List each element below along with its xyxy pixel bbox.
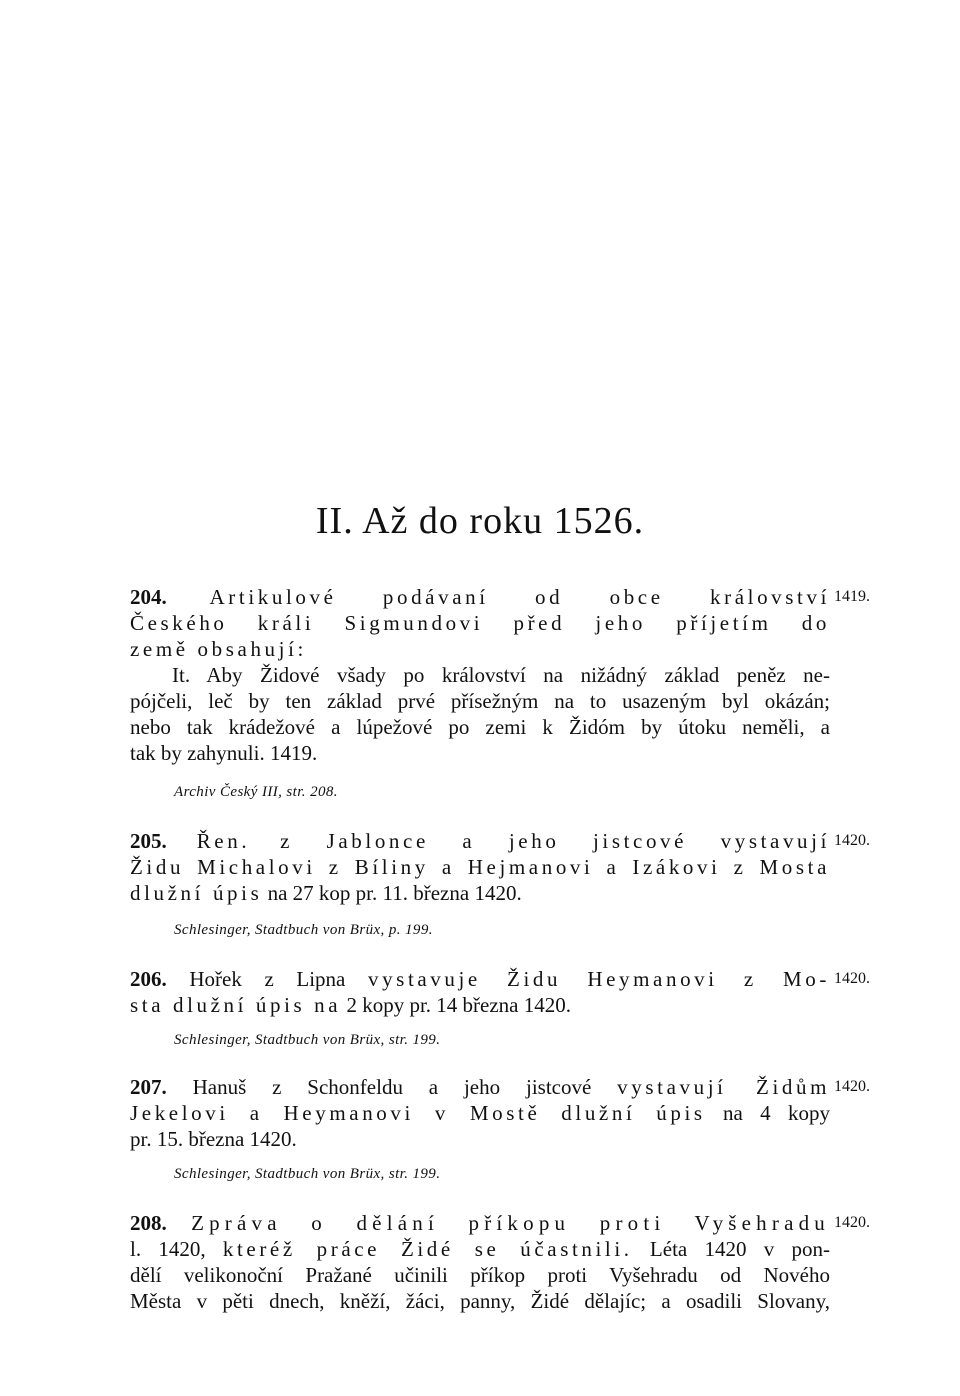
entry-body-line: tak by zahynuli. 1419. bbox=[130, 741, 318, 765]
entry-heading-text: Hanuš z Schonfeldu a jeho jistcové bbox=[192, 1075, 592, 1099]
entry-number: 205. bbox=[130, 829, 167, 853]
entry-heading-text: Hořek z Lipna bbox=[189, 967, 346, 991]
entry-208 bbox=[130, 1210, 830, 1314]
entry-206 bbox=[130, 966, 830, 1018]
entry-heading-text: na 27 kop pr. 11. března 1420. bbox=[267, 881, 522, 905]
entry-heading-text: z Jablonce a jeho jistcové vystavují bbox=[280, 829, 831, 853]
entry-204 bbox=[130, 584, 830, 766]
section-title: II. Až do roku 1526. bbox=[315, 500, 645, 543]
entry-heading-text: 2 kopy pr. 14 března 1420. bbox=[346, 993, 571, 1017]
entry-body-line: It. Aby Židové všady po království na nižádný základ peněz ne- bbox=[172, 663, 830, 687]
entry-heading-line bbox=[130, 992, 830, 1018]
entry-heading-line bbox=[130, 828, 830, 854]
entry-source: Schlesinger, Stadtbuch von Brüx, p. 199. bbox=[174, 922, 433, 938]
entry-heading-line bbox=[130, 584, 830, 610]
entry-heading-text: Zpráva o dělání příkopu proti Vyšehradu bbox=[191, 1211, 830, 1235]
entry-heading-line bbox=[130, 1210, 830, 1236]
entry-heading-line bbox=[130, 966, 830, 992]
entry-heading-text: vystavuje Židu Heymanovi z Mo- bbox=[367, 967, 830, 991]
entry-heading-name: Řen. bbox=[196, 829, 251, 853]
entry-source: Archiv Český III, str. 208. bbox=[174, 784, 338, 800]
entry-heading-text: na 4 kopy bbox=[723, 1101, 830, 1125]
entry-year: 1420. bbox=[834, 832, 870, 849]
entry-heading-text: Židu Michalovi z Bíliny a Hejmanovi a Izákovi z Mosta bbox=[130, 855, 830, 879]
entry-heading-text: vystavují Židům bbox=[617, 1075, 831, 1099]
entry-heading-text: sta dlužní úpis na bbox=[130, 993, 342, 1017]
entry-body-text: Léta 1420 v pon- bbox=[649, 1237, 831, 1261]
entry-source: Schlesinger, Stadtbuch von Brüx, str. 199. bbox=[174, 1032, 441, 1048]
entry-heading-text: l. 1420, bbox=[130, 1237, 206, 1261]
entry-heading-text: země obsahují: bbox=[130, 637, 307, 661]
entry-source: Schlesinger, Stadtbuch von Brüx, str. 199. bbox=[174, 1166, 441, 1182]
entry-heading-line bbox=[130, 1236, 830, 1262]
entry-year: 1420. bbox=[834, 1078, 870, 1095]
entry-heading-line bbox=[130, 880, 830, 906]
entry-heading-text: Jekelovi a Heymanovi v Mostě dlužní úpis bbox=[130, 1101, 706, 1125]
entry-number: 204. bbox=[130, 585, 167, 609]
entry-heading-text: dlužní úpis bbox=[130, 881, 263, 905]
entry-heading-text: kteréž práce Židé se účastnili. bbox=[222, 1237, 633, 1261]
entry-body-line: pójčeli, leč by ten základ prvé přísežným na to usazeným byl okázán; bbox=[130, 689, 830, 713]
entry-year: 1420. bbox=[834, 1214, 870, 1231]
entry-number: 206. bbox=[130, 967, 167, 991]
entry-body-line: Města v pěti dnech, kněží, žáci, panny, Židé dělajíc; a osadili Slovany, bbox=[130, 1289, 830, 1313]
entry-205 bbox=[130, 828, 830, 906]
entry-year: 1420. bbox=[834, 970, 870, 987]
entry-heading-text: pr. 15. března 1420. bbox=[130, 1127, 297, 1151]
entry-number: 207. bbox=[130, 1075, 167, 1099]
entry-207 bbox=[130, 1074, 830, 1152]
entry-body-line: dělí velikonoční Pražané učinili příkop proti Vyšehradu od Nového bbox=[130, 1263, 830, 1287]
entry-heading-text: Artikulové podávaní od obce království bbox=[209, 585, 831, 609]
entry-year: 1419. bbox=[834, 588, 870, 605]
entry-heading-line bbox=[130, 1100, 830, 1126]
entry-number: 208. bbox=[130, 1211, 167, 1235]
entry-body-line: nebo tak krádežové a lúpežové po zemi k Židóm by útoku neměli, a bbox=[130, 715, 830, 739]
entry-heading-text: Českého králi Sigmundovi před jeho příjetím do bbox=[130, 611, 830, 635]
entry-heading-line bbox=[130, 1074, 830, 1100]
